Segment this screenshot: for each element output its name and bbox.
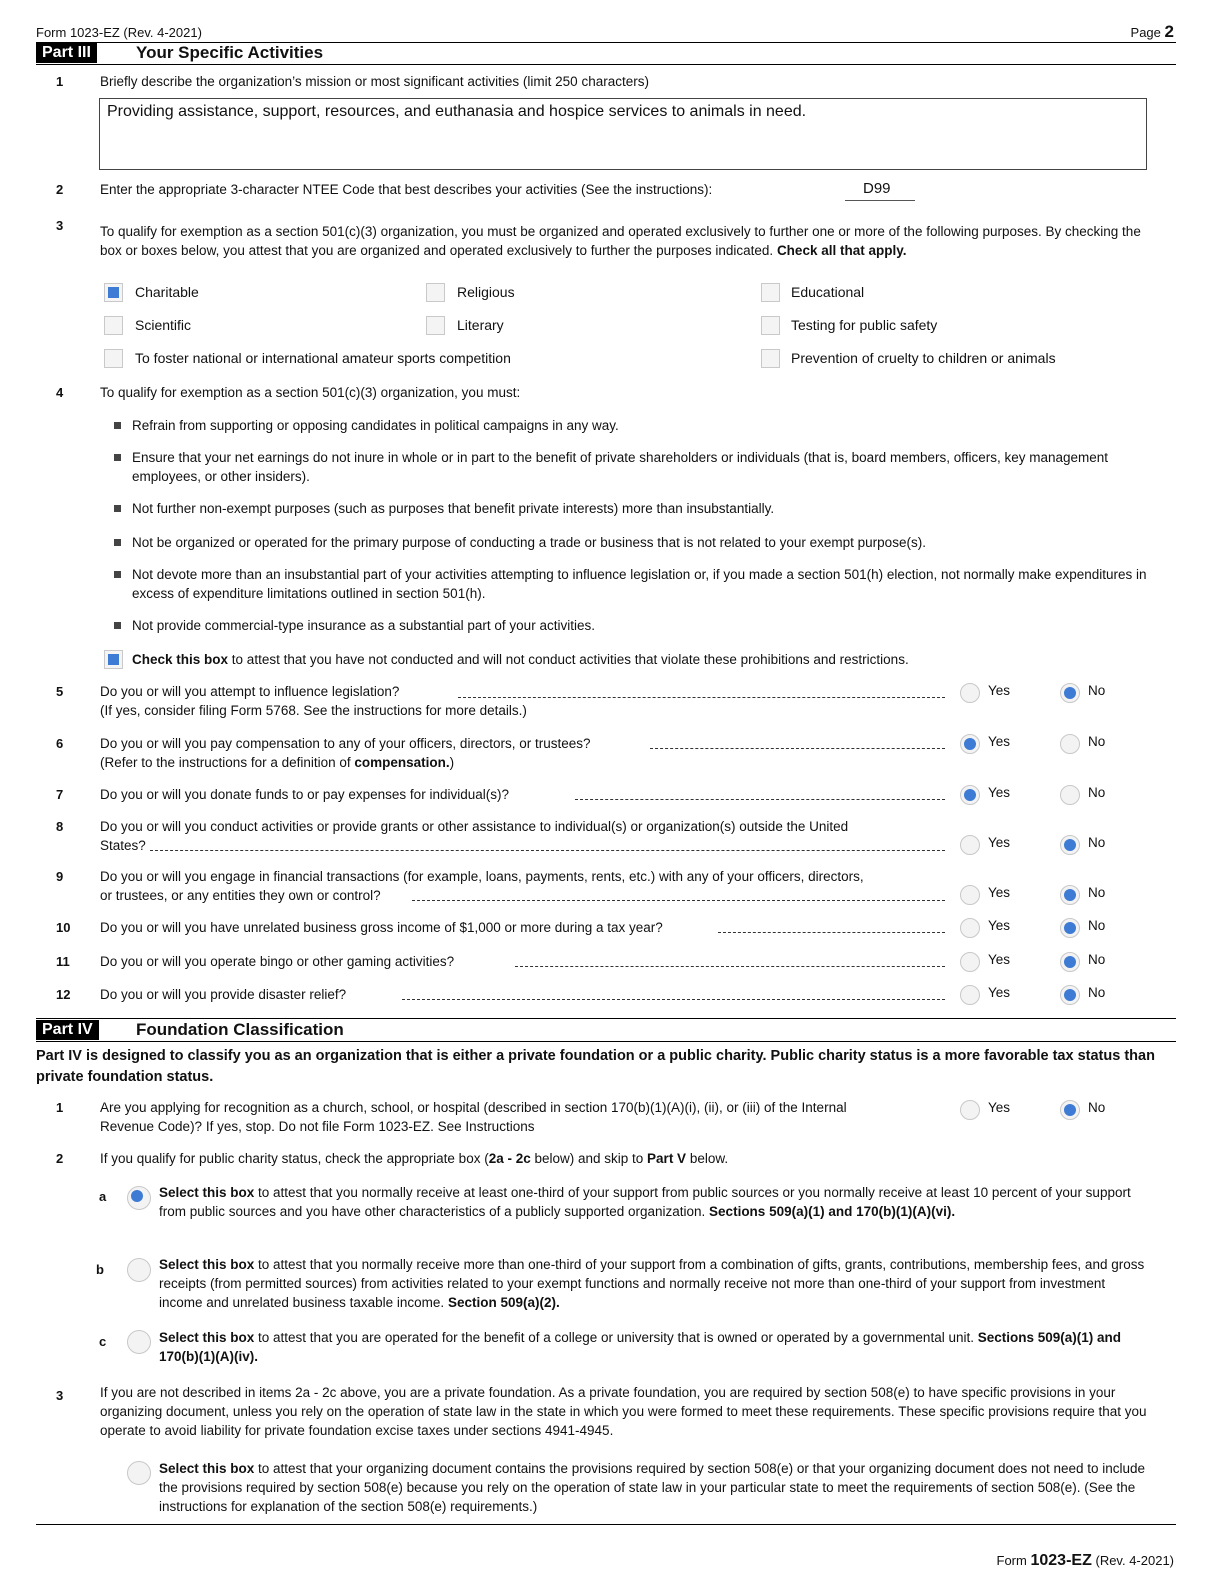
q12-yes-label: Yes xyxy=(988,985,1011,1000)
checkbox-public-safety[interactable] xyxy=(761,316,780,335)
q12-no-radio[interactable] xyxy=(1060,985,1080,1005)
checkbox-label-charitable: Charitable xyxy=(135,284,199,300)
q7-no-label: No xyxy=(1088,785,1106,800)
q1-number: 1 xyxy=(56,74,64,89)
p4-q2-text xyxy=(100,1149,728,1168)
option-508e-text xyxy=(159,1459,1149,1516)
footer-form-number: 1023-EZ xyxy=(1030,1552,1092,1569)
q6-no-radio[interactable] xyxy=(1060,734,1080,754)
q5-no-label: No xyxy=(1088,683,1106,698)
p4-q2-bold1: 2a - 2c xyxy=(488,1151,531,1166)
q10-yes-label: Yes xyxy=(988,918,1011,933)
q2-number: 2 xyxy=(56,182,64,197)
q4-bullet-5: Not devote more than an insubstantial part of your activities attempting to influence legislation or, if you made a section 501(h) election, not normally make expenditures in excess of expenditure limitations outlined in section 501(h). xyxy=(132,567,1147,601)
p4-q1-yes-label: Yes xyxy=(988,1100,1011,1115)
q12-no-label: No xyxy=(1088,985,1106,1000)
checkbox-educational[interactable] xyxy=(761,283,780,302)
q4-bullet-4: Not be organized or operated for the primary purpose of conducting a trade or business that is not related to your exempt purpose(s). xyxy=(132,535,926,550)
checkbox-scientific[interactable] xyxy=(104,316,123,335)
p4-q3-text: If you are not described in items 2a - 2c above, you are a private foundation. As a private foundation, you are required by section 508(e) to have specific provisions in your organizing document, unless you rely on the operation of state law in the state in which you were formed to meet these requirements. These specific provisions require that you operate to avoid liability for private foundation excise taxes under sections 4941-4945. xyxy=(100,1385,1147,1438)
option-2c-letter: c xyxy=(99,1334,107,1349)
attest-prohibitions-text xyxy=(132,650,1162,669)
checkbox-label-amateur-sports: To foster national or international amateur sports competition xyxy=(135,350,511,366)
option-2a-text xyxy=(159,1183,1149,1221)
q6-yes-label: Yes xyxy=(988,734,1011,749)
footer-rule xyxy=(36,1524,1176,1525)
q11-number: 11 xyxy=(56,954,70,969)
option-2b-ref: Section 509(a)(2). xyxy=(447,1295,560,1310)
p4-q1-text: Are you applying for recognition as a church, school, or hospital (described in section 170(b)(1)(A)(i), (ii), or (iii) of the Internal xyxy=(100,1100,847,1115)
q8-number: 8 xyxy=(56,819,64,834)
checkbox-amateur-sports[interactable] xyxy=(104,349,123,368)
q12-number: 12 xyxy=(56,987,71,1002)
leader-dots xyxy=(402,999,945,1000)
checkbox-label-literary: Literary xyxy=(457,317,504,333)
q8-no-label: No xyxy=(1088,835,1106,850)
q11-no-radio[interactable] xyxy=(1060,952,1080,972)
part4-top-rule xyxy=(36,1018,1176,1019)
p4-q1-no-label: No xyxy=(1088,1100,1106,1115)
bullet-icon xyxy=(114,505,121,512)
option-2a-radio[interactable] xyxy=(127,1186,151,1210)
q10-no-label: No xyxy=(1088,918,1106,933)
q9-yes-label: Yes xyxy=(988,885,1011,900)
q6-number: 6 xyxy=(56,736,64,751)
q4-bullet-6: Not provide commercial-type insurance as a substantial part of your activities. xyxy=(132,618,595,633)
q11-no-label: No xyxy=(1088,952,1106,967)
part3-title: Your Specific Activities xyxy=(136,43,324,62)
q8-no-radio[interactable] xyxy=(1060,835,1080,855)
p4-q2-post: below. xyxy=(686,1151,729,1166)
leader-dots xyxy=(515,966,945,967)
footer-rev: (Rev. 4-2021) xyxy=(1095,1553,1174,1568)
option-508e-body: to attest that your organizing document contains the provisions required by section 508(e) or that your organizing document does not need to include the provisions required by section 508(e) because you rely on the operation of state law in your particular state to meet the requirements of section 508(e). (See the instructions for explanation of the section 508(e) requirements.) xyxy=(159,1461,1146,1514)
part3-rule xyxy=(36,64,1176,65)
q4-number: 4 xyxy=(56,385,64,400)
q7-text: Do you or will you donate funds to or pay expenses for individual(s)? xyxy=(100,787,509,802)
option-2a-body: to attest that you normally receive at least one-third of your support from public sources or you normally receive at least 10 percent of your support from public sources and you have other characteristics of a publicly supported organization. xyxy=(159,1185,1131,1219)
form-revision-header: Form 1023-EZ (Rev. 4-2021) xyxy=(36,25,202,40)
leader-dots xyxy=(150,850,945,851)
q8-yes-radio[interactable] xyxy=(960,835,980,855)
q5-no-radio[interactable] xyxy=(1060,683,1080,703)
checkbox-label-prevention-cruelty: Prevention of cruelty to children or animals xyxy=(791,350,1056,366)
mission-textarea[interactable]: Providing assistance, support, resources, and euthanasia and hospice services to animals in need. xyxy=(99,98,1147,170)
checkbox-label-public-safety: Testing for public safety xyxy=(791,317,938,333)
q6-yes-radio[interactable] xyxy=(960,734,980,754)
page-number-header xyxy=(1131,22,1174,42)
q11-text: Do you or will you operate bingo or other gaming activities? xyxy=(100,954,455,969)
part4-title: Foundation Classification xyxy=(136,1020,344,1039)
q11-yes-label: Yes xyxy=(988,952,1011,967)
checkbox-label-educational: Educational xyxy=(791,284,865,300)
q5-yes-label: Yes xyxy=(988,683,1011,698)
p4-q2-bold2: Part V xyxy=(647,1151,687,1166)
option-2b-body: to attest that you normally receive more than one-third of your support from a combination of gifts, grants, contributions, membership fees, and gross receipts (from permitted sources) from activities related to your exempt functions and normally receive not more than one-third of your support from investment income and unrelated business taxable income. xyxy=(159,1257,1145,1310)
p4-q1-text-cont: Revenue Code)? If yes, stop. Do not file Form 1023-EZ. See Instructions xyxy=(100,1119,535,1134)
option-508e-bold: Select this box xyxy=(159,1461,255,1476)
attest-text: to attest that you have not conducted and will not conduct activities that violate these prohibitions and restrictions. xyxy=(231,652,909,667)
option-2a-ref: Sections 509(a)(1) and 170(b)(1)(A)(vi). xyxy=(709,1204,956,1219)
option-2c-ref: Sections 509(a)(1) and 170(b)(1)(A)(iv). xyxy=(159,1330,1122,1364)
q5-note: (If yes, consider filing Form 5768. See the instructions for more details.) xyxy=(100,703,527,718)
ntee-code-field[interactable]: D99 xyxy=(845,180,915,201)
leader-dots xyxy=(718,932,945,933)
footer-form-label: Form xyxy=(996,1553,1027,1568)
q10-no-radio[interactable] xyxy=(1060,918,1080,938)
q4-bullet-3: Not further non-exempt purposes (such as purposes that benefit private interests) more than insubstantially. xyxy=(132,501,775,516)
q10-number: 10 xyxy=(56,920,71,935)
q6-note xyxy=(100,753,454,772)
q12-yes-radio[interactable] xyxy=(960,985,980,1005)
checkbox-label-scientific: Scientific xyxy=(135,317,192,333)
q7-yes-label: Yes xyxy=(988,785,1011,800)
q11-yes-radio[interactable] xyxy=(960,952,980,972)
option-508e-radio[interactable] xyxy=(127,1461,151,1485)
bullet-icon xyxy=(114,571,121,578)
q7-yes-radio[interactable] xyxy=(960,785,980,805)
q6-note-post: ) xyxy=(449,755,455,770)
checkbox-charitable[interactable] xyxy=(104,283,123,302)
q9-text: Do you or will you engage in financial transactions (for example, loans, payments, rents, etc.) with any of your officers, directors, xyxy=(100,869,864,884)
option-2a-bold: Select this box xyxy=(159,1185,255,1200)
p4-q2-number: 2 xyxy=(56,1151,64,1166)
option-2b-text xyxy=(159,1255,1149,1312)
q9-text-cont: or trustees, or any entities they own or control? xyxy=(100,888,381,903)
q3-text-bold: Check all that apply. xyxy=(776,243,907,258)
q8-yes-label: Yes xyxy=(988,835,1011,850)
q9-number: 9 xyxy=(56,869,64,884)
checkbox-label-religious: Religious xyxy=(457,284,515,300)
q8-text: Do you or will you conduct activities or provide grants or other assistance to individual(s) or organization(s) outside the United xyxy=(100,819,849,834)
leader-dots xyxy=(458,697,945,698)
q7-no-radio[interactable] xyxy=(1060,785,1080,805)
leader-dots xyxy=(575,799,945,800)
page-label: Page xyxy=(1130,25,1161,40)
bullet-icon xyxy=(114,454,121,461)
option-2c-radio[interactable] xyxy=(127,1330,151,1354)
q5-yes-radio[interactable] xyxy=(960,683,980,703)
option-2c-text xyxy=(159,1328,1149,1366)
checkbox-religious[interactable] xyxy=(426,283,445,302)
q3-text-main: To qualify for exemption as a section 501(c)(3) organization, you must be organized and operated exclusively to further one or more of the following purposes. By checking the box or boxes below, you attest that you are organized and operated exclusively to further the purposes indicated. xyxy=(100,224,1141,258)
attest-bold: Check this box xyxy=(132,652,229,667)
q12-text: Do you or will you provide disaster relief? xyxy=(100,987,347,1002)
q4-text: To qualify for exemption as a section 501(c)(3) organization, you must: xyxy=(100,385,521,400)
bullet-icon xyxy=(114,539,121,546)
checkbox-prevention-cruelty[interactable] xyxy=(761,349,780,368)
p4-q3-number: 3 xyxy=(56,1388,64,1403)
q10-text: Do you or will you have unrelated business gross income of $1,000 or more during a tax year? xyxy=(100,920,663,935)
p4-q1-yes-radio[interactable] xyxy=(960,1100,980,1120)
q7-number: 7 xyxy=(56,787,64,802)
part4-intro: Part IV is designed to classify you as an organization that is either a private foundation or a public charity. Public charity status is a more favorable tax status than private foundation status. xyxy=(36,1048,1155,1085)
option-2b-bold: Select this box xyxy=(159,1257,255,1272)
page-number: 2 xyxy=(1164,22,1174,41)
q9-yes-radio[interactable] xyxy=(960,885,980,905)
part4-badge: Part IV xyxy=(36,1020,99,1040)
q10-yes-radio[interactable] xyxy=(960,918,980,938)
bullet-icon xyxy=(114,422,121,429)
option-2b-radio[interactable] xyxy=(127,1258,151,1282)
q2-text: Enter the appropriate 3-character NTEE Code that best describes your activities (See the instructions): xyxy=(100,182,713,197)
q9-no-radio[interactable] xyxy=(1060,885,1080,905)
q6-text: Do you or will you pay compensation to any of your officers, directors, or trustees? xyxy=(100,736,591,751)
option-2a-letter: a xyxy=(99,1189,107,1204)
part3-badge: Part III xyxy=(36,43,97,63)
q6-note-pre: (Refer to the instructions for a definition of xyxy=(100,755,355,770)
q1-text: Briefly describe the organization’s mission or most significant activities (limit 250 characters) xyxy=(100,74,649,89)
q3-number: 3 xyxy=(56,218,64,233)
q4-bullet-2: Ensure that your net earnings do not inure in whole or in part to the benefit of private shareholders or individuals (that is, board members, officers, key management employees, or other insiders). xyxy=(132,450,1109,484)
p4-q1-number: 1 xyxy=(56,1100,64,1115)
leader-dots xyxy=(412,900,945,901)
option-2c-bold: Select this box xyxy=(159,1330,255,1345)
option-2b-letter: b xyxy=(96,1262,104,1277)
q4-bullet-1: Refrain from supporting or opposing candidates in political campaigns in any way. xyxy=(132,418,619,433)
q8-text-cont: States? xyxy=(100,838,146,853)
leader-dots xyxy=(650,748,945,749)
option-2c-body: to attest that you are operated for the benefit of a college or university that is owned or operated by a governmental unit. xyxy=(254,1330,978,1345)
checkbox-literary[interactable] xyxy=(426,316,445,335)
q9-no-label: No xyxy=(1088,885,1106,900)
q3-text xyxy=(100,222,1160,260)
part4-rule xyxy=(36,1041,1176,1042)
q6-no-label: No xyxy=(1088,734,1106,749)
p4-q2-pre: If you qualify for public charity status, check the appropriate box ( xyxy=(100,1151,489,1166)
checkbox-attest-prohibitions[interactable] xyxy=(104,650,123,669)
form-footer xyxy=(997,1552,1174,1570)
q6-note-bold: compensation. xyxy=(354,755,450,770)
q5-number: 5 xyxy=(56,684,64,699)
q5-text: Do you or will you attempt to influence legislation? xyxy=(100,684,400,699)
p4-q1-no-radio[interactable] xyxy=(1060,1100,1080,1120)
p4-q2-mid: below) and skip to xyxy=(530,1151,648,1166)
bullet-icon xyxy=(114,622,121,629)
